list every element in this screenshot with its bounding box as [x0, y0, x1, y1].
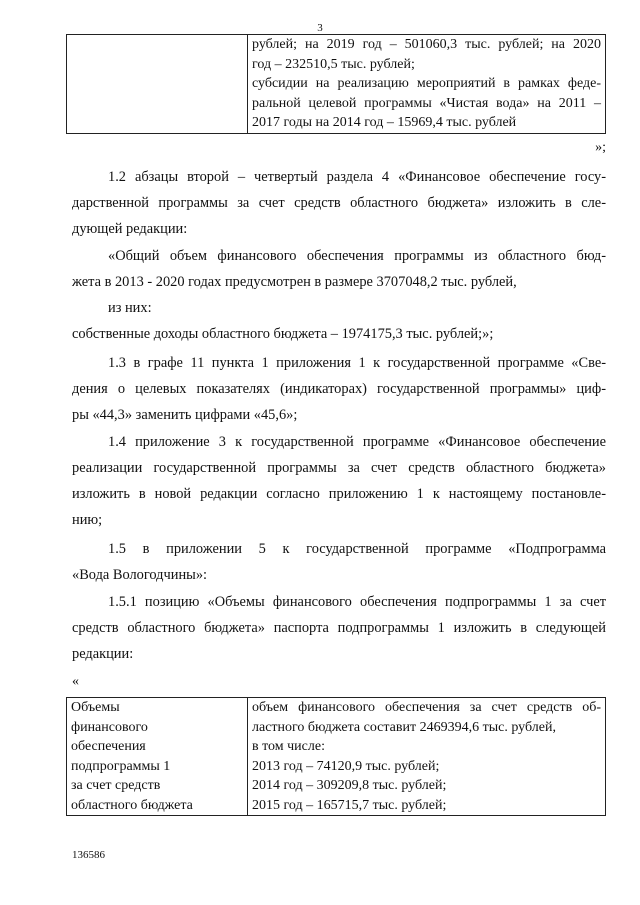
paragraph-1-2: [72, 164, 606, 242]
table-line: 2014 год – 309209,8 тыс. рублей;: [252, 778, 447, 793]
table-cell-funding-text: [248, 35, 606, 134]
table-line: субсидии на реализацию мероприятий в рамках феде-: [252, 76, 601, 91]
paragraph-line: изложить в новой редакции согласно приложению 1 к настоящему постановле-: [72, 486, 606, 502]
table-line: год – 232510,5 тыс. рублей;: [252, 56, 415, 72]
paragraph-1-3: [72, 350, 606, 428]
paragraph-iz-nih: из них:: [108, 300, 152, 316]
table-cell-empty: [67, 35, 248, 134]
paragraph-line: редакции:: [72, 646, 134, 662]
funding-table-top: [66, 34, 606, 134]
paragraph-line: 1.5 в приложении 5 к государственной программе «Подпрограмма: [108, 541, 606, 557]
table-line: ластного бюджета составит 2469394,6 тыс. рублей,: [252, 719, 556, 735]
paragraph-line: 1.5.1 позицию «Объемы финансового обеспечения подпрограммы 1 за счет: [108, 594, 606, 610]
table-line: 2017 годы на 2014 год – 15969,4 тыс. рублей: [252, 115, 517, 130]
paragraph-quote-total: [72, 243, 606, 295]
paragraph-line: 1.2 абзацы второй – четвертый раздела 4 «Финансовое обеспечение госу-: [108, 169, 606, 185]
paragraph-own-income: собственные доходы областного бюджета – 1974175,3 тыс. рублей;»;: [72, 326, 494, 342]
paragraph-line: средств областного бюджета» паспорта подпрограммы 1 изложить в следующей: [72, 620, 606, 636]
table-line: ральной целевой программы «Чистая вода» на 2011 –: [252, 95, 601, 111]
table-cell-label: [67, 698, 248, 816]
paragraph-line: реализации государственной программы за счет средств областного бюджета»: [72, 460, 606, 476]
table-line: 2015 год – 165715,7 тыс. рублей;: [252, 797, 447, 813]
subprogram-funding-table: [66, 697, 606, 816]
table-row: [67, 698, 606, 816]
paragraph-line: «Вода Вологодчины»:: [72, 567, 208, 583]
table-cell-value: [248, 698, 606, 816]
table-line: рублей; на 2019 год – 501060,3 тыс. рублей; на 2020: [252, 37, 601, 52]
paragraph-line: ры «44,3» заменить цифрами «45,6»;: [72, 407, 298, 423]
table-line: 2013 год – 74120,9 тыс. рублей;: [252, 758, 440, 774]
table-line: обеспечения: [71, 739, 146, 754]
paragraph-line: дения о целевых показателях (индикаторах) государственной программы» циф-: [72, 381, 606, 397]
paragraph-line: нию;: [72, 512, 103, 528]
page-number: 3: [317, 22, 323, 34]
paragraph-line: «Общий объем финансового обеспечения программы из областного бюд-: [108, 248, 606, 264]
table-line: финансового: [71, 719, 148, 735]
paragraph-1-5-1: [72, 589, 606, 667]
paragraph-line: дарственной программы за счет средств областного бюджета» изложить в сле-: [72, 195, 606, 211]
table-line: объем финансового обеспечения за счет средств об-: [252, 700, 601, 715]
table-line: в том числе:: [252, 739, 325, 754]
paragraph-line: жета в 2013 - 2020 годах предусмотрен в размере 3707048,2 тыс. рублей,: [72, 274, 517, 290]
paragraph-1-5: [72, 536, 606, 588]
table-line: за счет средств: [71, 778, 161, 793]
document-code: 136586: [72, 849, 105, 861]
paragraph-1-4: [72, 429, 606, 533]
table-line: подпрограммы 1: [71, 758, 171, 774]
table-row: [67, 35, 606, 134]
quote-open: «: [72, 674, 79, 689]
paragraph-line: 1.3 в графе 11 пункта 1 приложения 1 к государственной программе «Све-: [108, 355, 606, 371]
table-line: областного бюджета: [71, 797, 193, 813]
paragraph-line: дующей редакции:: [72, 221, 188, 237]
paragraph-line: 1.4 приложение 3 к государственной программе «Финансовое обеспечение: [108, 434, 606, 450]
table-line: Объемы: [71, 700, 120, 715]
quote-close: »;: [595, 140, 606, 155]
